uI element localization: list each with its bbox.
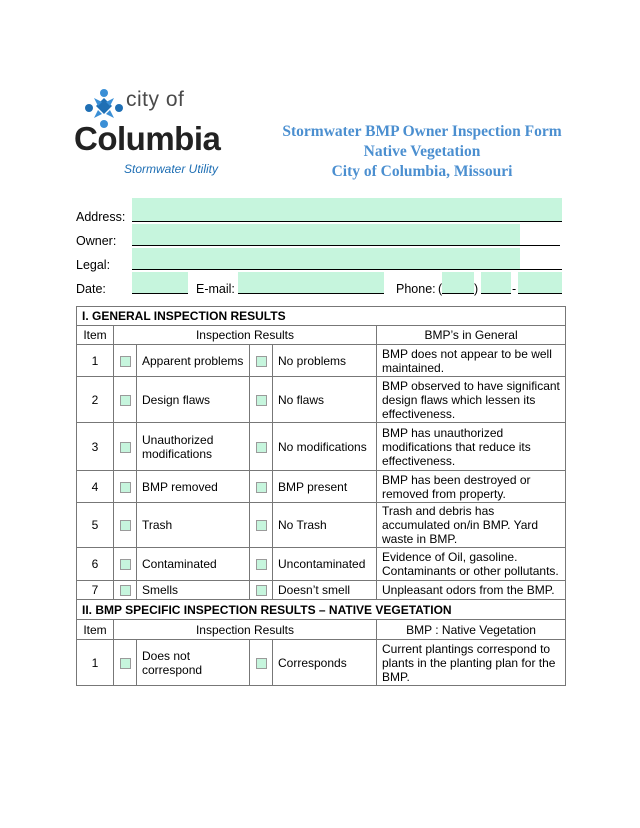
table-row (77, 548, 566, 581)
phone-line-field[interactable] (518, 272, 562, 294)
logo-tagline: Stormwater Utility (124, 162, 219, 176)
bmp-removed-checkbox[interactable] (120, 482, 131, 493)
phone-line-underline (518, 293, 562, 294)
option-a-label: Design flaws (137, 377, 250, 423)
phone-label: Phone: (396, 282, 436, 296)
bmp-description: Evidence of Oil, gasoline. Contaminants or other pollutants. (377, 548, 566, 581)
owner-field[interactable] (132, 224, 520, 246)
option-a-label: Apparent problems (137, 345, 250, 377)
option-b-label: No modifications (273, 423, 377, 471)
unauthorized-modifications-checkbox[interactable] (120, 442, 131, 453)
phone-open-paren: ( (438, 282, 443, 296)
option-a-label: Does not correspond (137, 640, 250, 686)
legal-underline (132, 269, 562, 270)
bmp-description: Current plantings correspond to plants in the planting plan for the BMP. (377, 640, 566, 686)
option-a-label: Unauthorized modifications (137, 423, 250, 471)
does-not-correspond-checkbox[interactable] (120, 658, 131, 669)
doesnt-smell-checkbox[interactable] (256, 585, 267, 596)
bmp-description: BMP observed to have significant design flaws which lessen its effectiveness. (377, 377, 566, 423)
item-number: 5 (77, 503, 114, 548)
date-label: Date: (76, 282, 106, 296)
section-2-title: II. BMP SPECIFIC INSPECTION RESULTS – NATIVE VEGETATION (77, 600, 566, 620)
uncontaminated-checkbox[interactable] (256, 559, 267, 570)
item-number: 7 (77, 581, 114, 600)
no-flaws-checkbox[interactable] (256, 395, 267, 406)
email-underline (238, 293, 384, 294)
section-1-header-row (77, 326, 566, 345)
no-trash-checkbox[interactable] (256, 520, 267, 531)
section-1-title: I. GENERAL INSPECTION RESULTS (77, 307, 566, 326)
form-title-line3: City of Columbia, Missouri (331, 163, 513, 180)
address-label: Address: (76, 210, 126, 224)
bmp-description: BMP has unauthorized modifications that reduce its effectiveness. (377, 423, 566, 471)
date-field[interactable] (132, 272, 188, 294)
owner-label: Owner: (76, 234, 117, 248)
logo-city-of: city of (126, 88, 185, 111)
city-logo (74, 86, 238, 182)
option-a-label: Contaminated (137, 548, 250, 581)
item-number: 6 (77, 548, 114, 581)
results-header: Inspection Results (114, 620, 377, 640)
option-b-label: No Trash (273, 503, 377, 548)
table-row (77, 581, 566, 600)
email-label: E-mail: (196, 282, 235, 296)
contaminated-checkbox[interactable] (120, 559, 131, 570)
section-2-header-row (77, 620, 566, 640)
address-field[interactable] (132, 198, 562, 222)
item-header: Item (77, 326, 114, 345)
phone-prefix-field[interactable] (481, 272, 511, 294)
item-number: 1 (77, 345, 114, 377)
phone-dash: - (512, 282, 517, 296)
table-row (77, 345, 566, 377)
phone-area-underline (442, 293, 474, 294)
option-b-label: BMP present (273, 471, 377, 503)
smells-checkbox[interactable] (120, 585, 131, 596)
option-b-label: Doesn’t smell (273, 581, 377, 600)
item-number: 1 (77, 640, 114, 686)
phone-area-code-field[interactable] (442, 272, 474, 294)
address-underline (132, 221, 562, 222)
form-title-line1: Stormwater BMP Owner Inspection Form (282, 123, 562, 140)
apparent-problems-checkbox[interactable] (120, 356, 131, 367)
option-a-label: Trash (137, 503, 250, 548)
phone-close-paren: ) (474, 282, 479, 296)
table-row (77, 377, 566, 423)
option-a-label: BMP removed (137, 471, 250, 503)
item-number: 4 (77, 471, 114, 503)
table-row (77, 640, 566, 686)
option-a-label: Smells (137, 581, 250, 600)
inspection-table (76, 306, 566, 686)
owner-underline (132, 245, 560, 246)
table-row (77, 423, 566, 471)
option-b-label: No flaws (273, 377, 377, 423)
bmp-description: BMP has been destroyed or removed from property. (377, 471, 566, 503)
option-b-label: No problems (273, 345, 377, 377)
option-b-label: Uncontaminated (273, 548, 377, 581)
design-flaws-checkbox[interactable] (120, 395, 131, 406)
results-header: Inspection Results (114, 326, 377, 345)
no-problems-checkbox[interactable] (256, 356, 267, 367)
form-title-line2: Native Vegetation (363, 143, 481, 160)
date-underline (132, 293, 188, 294)
corresponds-checkbox[interactable] (256, 658, 267, 669)
no-modifications-checkbox[interactable] (256, 442, 267, 453)
table-row (77, 503, 566, 548)
email-field[interactable] (238, 272, 384, 294)
trash-checkbox[interactable] (120, 520, 131, 531)
item-header: Item (77, 620, 114, 640)
item-number: 3 (77, 423, 114, 471)
logo-columbia: Columbia (74, 120, 221, 157)
item-number: 2 (77, 377, 114, 423)
table-row (77, 471, 566, 503)
legal-field[interactable] (132, 248, 520, 270)
bmp-general-header: BMP’s in General (377, 326, 566, 345)
bmp-present-checkbox[interactable] (256, 482, 267, 493)
bmp-native-vegetation-header: BMP : Native Vegetation (377, 620, 566, 640)
legal-label: Legal: (76, 258, 111, 272)
bmp-description: Trash and debris has accumulated on/in BMP. Yard waste in BMP. (377, 503, 566, 548)
option-b-label: Corresponds (273, 640, 377, 686)
phone-prefix-underline (481, 293, 511, 294)
bmp-description: BMP does not appear to be well maintained. (377, 345, 566, 377)
bmp-description: Unpleasant odors from the BMP. (377, 581, 566, 600)
